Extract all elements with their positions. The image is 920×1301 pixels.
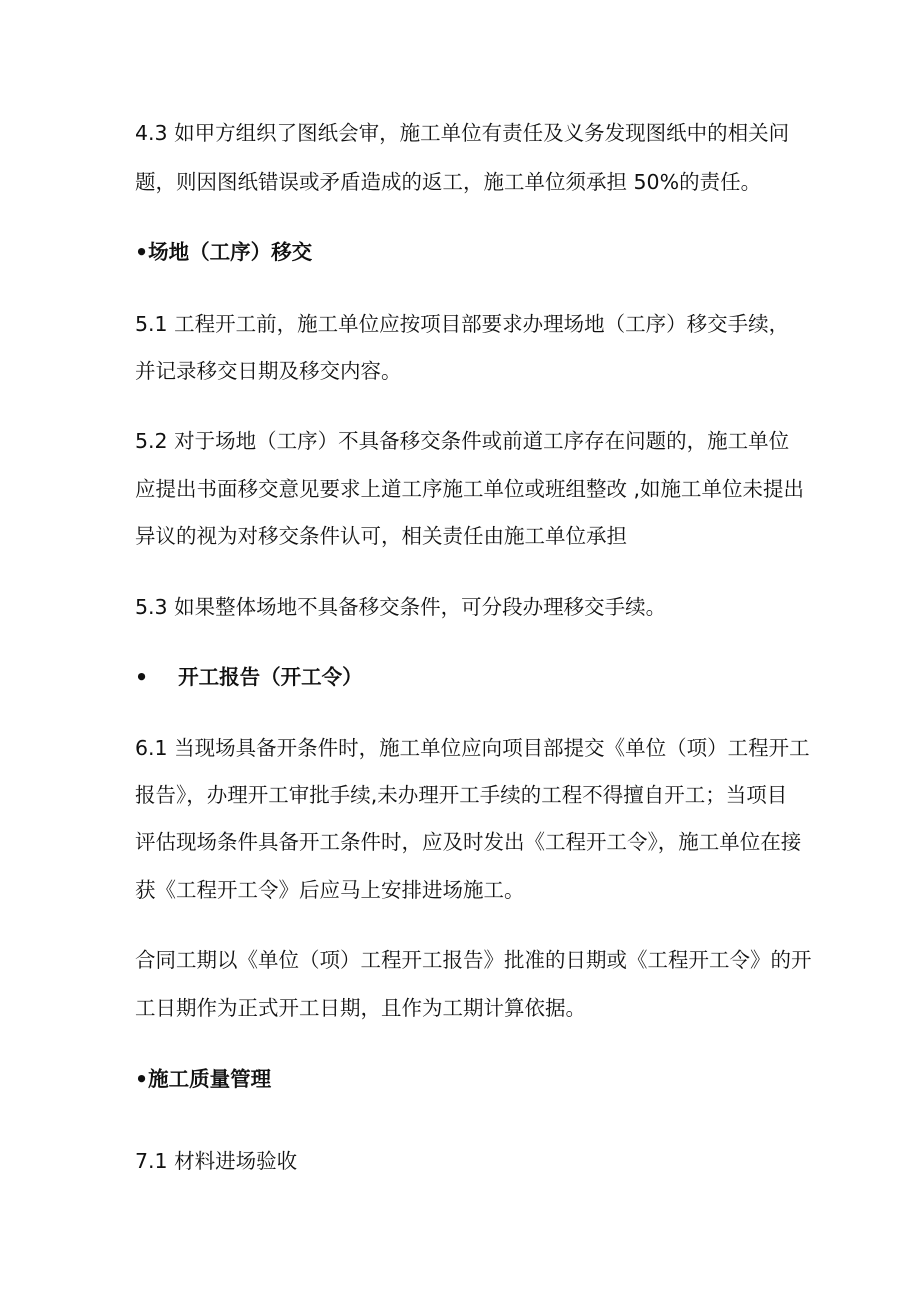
section-heading-quality-management: •施工质量管理 bbox=[135, 1067, 272, 1091]
paragraph-6-1-line-1: 6.1 当现场具备开条件时，施工单位应向项目部提交《单位（项）工程开工 bbox=[135, 736, 810, 760]
section-heading-start-report bbox=[135, 662, 363, 692]
paragraph-6-1-line-2: 报告》，办理开工审批手续,未办理开工手续的工程不得擅自开工；当项目 bbox=[135, 783, 788, 807]
paragraph-5-2-line-2: 应提出书面移交意见要求上道工序施工单位或班组整改 ,如施工单位未提出 bbox=[135, 477, 805, 501]
paragraph-4-3-line-1: 4.3 如甲方组织了图纸会审，施工单位有责任及义务发现图纸中的相关问 bbox=[135, 121, 790, 145]
paragraph-5-3: 5.3 如果整体场地不具备移交条件，可分段办理移交手续。 bbox=[135, 595, 667, 619]
paragraph-5-1-line-1: 5.1 工程开工前，施工单位应按项目部要求办理场地（工序）移交手续， bbox=[135, 312, 790, 336]
paragraph-5-2-line-3: 异议的视为对移交条件认可，相关责任由施工单位承担 bbox=[135, 524, 627, 548]
paragraph-5-2-line-1: 5.2 对于场地（工序）不具备移交条件或前道工序存在问题的，施工单位 bbox=[135, 429, 790, 453]
paragraph-contract-period-line-1: 合同工期以《单位（项）工程开工报告》批准的日期或《工程开工令》的开 bbox=[135, 948, 812, 972]
section-heading-site-handover: •场地（工序）移交 bbox=[135, 240, 313, 264]
paragraph-6-1-line-3: 评估现场条件具备开工条件时，应及时发出《工程开工令》，施工单位在接 bbox=[135, 830, 802, 854]
paragraph-contract-period-line-2: 工日期作为正式开工日期，且作为工期计算依据。 bbox=[135, 996, 586, 1020]
paragraph-6-1-line-4: 获《工程开工令》后应马上安排进场施工。 bbox=[135, 878, 525, 902]
section-heading-start-report-text: 开工报告（开工令） bbox=[178, 665, 363, 689]
paragraph-7-1: 7.1 材料进场验收 bbox=[135, 1149, 298, 1173]
paragraph-5-1-line-2: 并记录移交日期及移交内容。 bbox=[135, 359, 402, 383]
bullet-icon: • bbox=[135, 665, 149, 689]
paragraph-4-3-line-2: 题，则因图纸错误或矛盾造成的返工，施工单位须承担 50%的责任。 bbox=[135, 170, 762, 194]
